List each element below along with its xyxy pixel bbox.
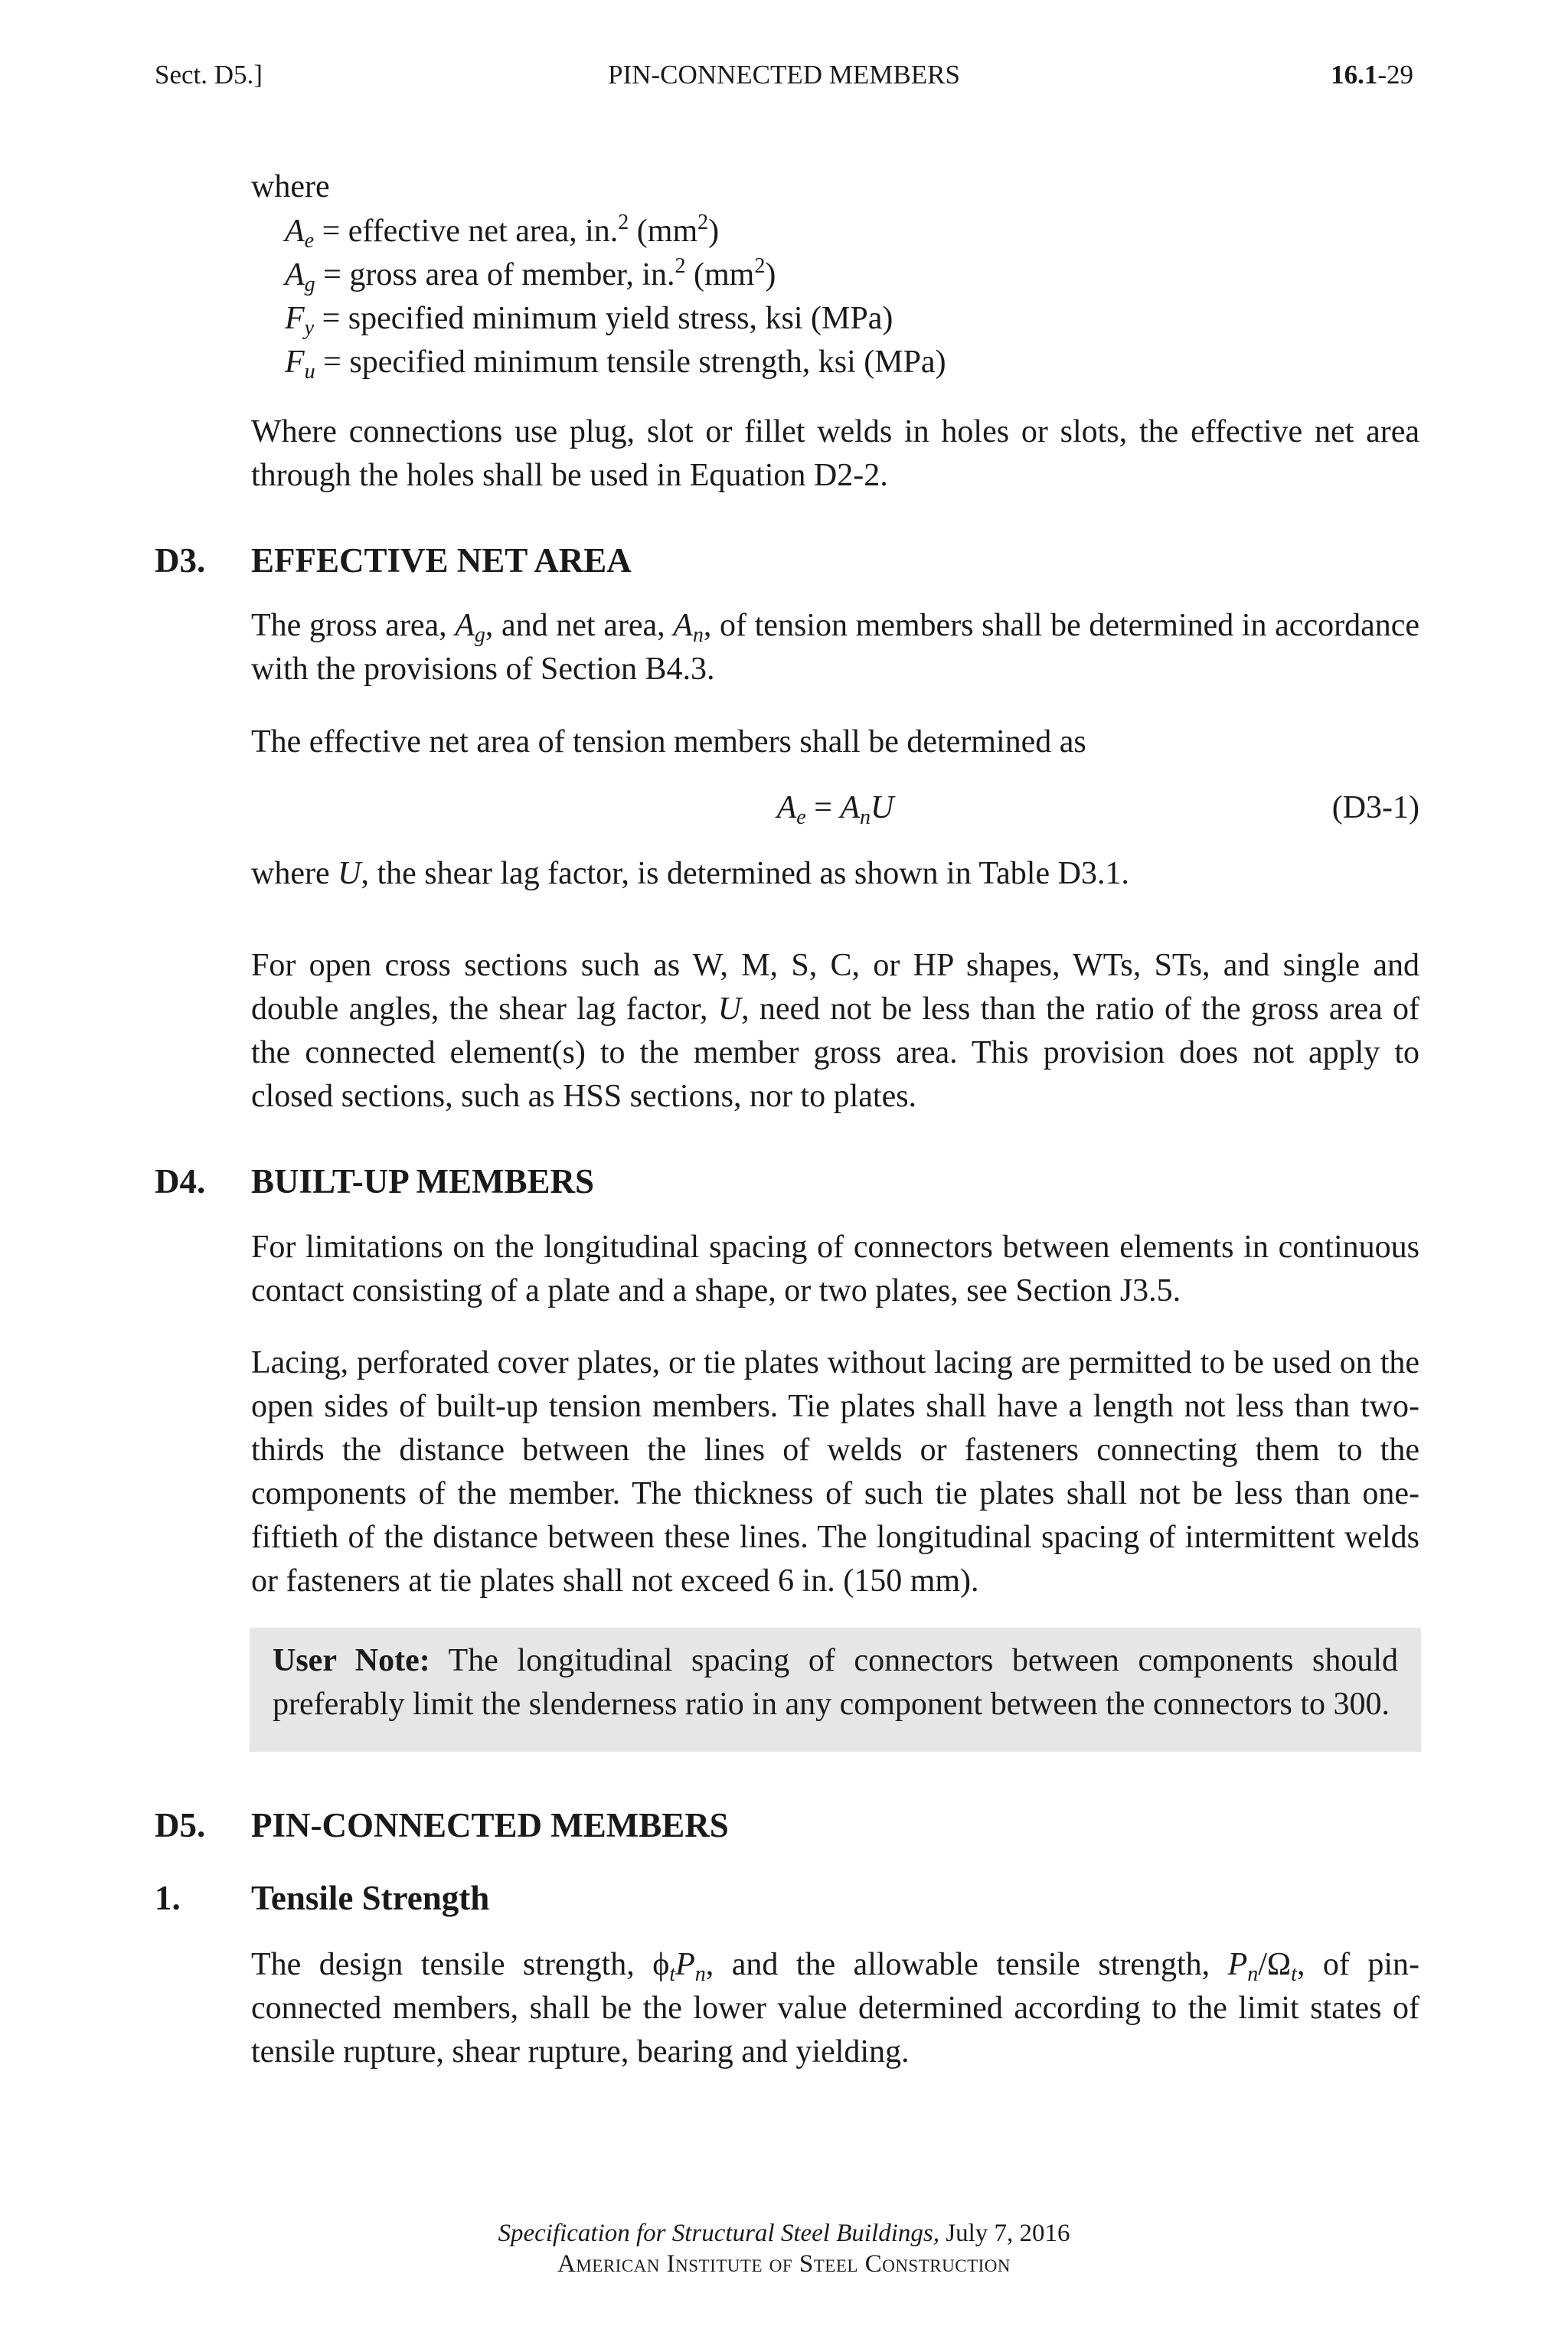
equation-d3-1 <box>251 786 1419 830</box>
definition-ae <box>285 210 719 253</box>
text-run: , need not be less than the ratio of the gross area of the connected element(s) to the member gross area. This provision does not apply to closed sections, such as HSS sections, nor to plates. <box>251 991 1419 1114</box>
where-label: where <box>251 169 330 204</box>
footer-spec-title: Specification for Structural Steel Buildings, <box>498 2220 939 2247</box>
symbol-p: P <box>1227 1947 1248 1982</box>
user-note-label: User Note: <box>273 1643 430 1678</box>
section-title-d5: PIN-CONNECTED MEMBERS <box>251 1806 729 1844</box>
definition-text: ) <box>765 257 776 292</box>
symbol-sub: g <box>304 273 315 296</box>
text-run: , the shear lag factor, is determined as shown in Table D3.1. <box>361 856 1129 891</box>
definition-fu <box>285 341 946 384</box>
symbol-a: A <box>285 214 305 249</box>
symbol-a: A <box>285 257 305 292</box>
footer-title <box>0 2219 1568 2248</box>
superscript: 2 <box>618 211 629 234</box>
running-header-title: PIN-CONNECTED MEMBERS <box>608 60 960 90</box>
paragraph-welds: Where connections use plug, slot or fillet welds in holes or slots, the effective net area through the holes shall be used in Equation D2-2. <box>251 414 1419 493</box>
definition-fy <box>285 297 893 341</box>
symbol-f: F <box>285 345 305 380</box>
symbol-u: U <box>338 856 361 891</box>
section-number-d3: D3. <box>155 541 206 580</box>
definition-text: = specified minimum yield stress, ksi (MPa) <box>314 301 893 336</box>
symbol-sub: t <box>1291 1962 1297 1986</box>
paragraph-open-sections <box>251 944 1419 1119</box>
equation-number: (D3-1) <box>1331 790 1419 825</box>
paragraph-lacing: Lacing, perforated cover plates, or tie plates without lacing are permitted to be used on the open sides of built-up tension members. Tie plates shall have a length not less than two-thirds the distance between the lines of welds or fasteners connecting them to the components of the member. The thickness of such tie plates shall not be less than one-fiftieth of the distance between these lines. The longitudinal spacing of intermittent welds or fasteners at tie plates shall not exceed 6 in. (150 mm). <box>251 1345 1419 1599</box>
page-number <box>1331 60 1413 90</box>
section-title-d3: EFFECTIVE NET AREA <box>251 541 632 580</box>
paragraph-gross-area <box>251 604 1419 691</box>
definition-text: (mm <box>629 214 698 249</box>
text-run: The design tensile strength, <box>251 1947 653 1982</box>
paragraph-tensile-strength <box>251 1943 1419 2074</box>
superscript: 2 <box>675 254 686 278</box>
paragraph-connector-spacing: For limitations on the longitudinal spacing of connectors between elements in continuous contact consisting of a plate and a shape, or two plates, see Section J3.5. <box>251 1230 1419 1308</box>
symbol-sub: e <box>304 229 315 253</box>
text-run: For open cross sections such as W, M, S, C, or HP shapes, WTs, STs, and single and double angles, the shear lag factor, <box>251 948 1419 1027</box>
text-run: The gross area, <box>251 608 456 643</box>
superscript: 2 <box>697 211 709 234</box>
text-run: where <box>251 856 338 891</box>
symbol-a: A <box>673 608 693 643</box>
symbol-sub: n <box>694 1962 706 1986</box>
symbol-a: A <box>455 608 475 643</box>
paragraph-effective-net-area: The effective net area of tension members shall be determined as <box>251 724 1086 760</box>
symbol-sub: g <box>474 623 485 647</box>
equals-sign: = <box>805 790 841 825</box>
section-number-d4: D4. <box>155 1162 206 1200</box>
symbol-sub: e <box>796 805 806 829</box>
section-number-d5: D5. <box>155 1806 206 1844</box>
running-header-section: Sect. D5.] <box>155 60 263 90</box>
symbol-u: U <box>717 991 742 1027</box>
definition-text: = gross area of member, in. <box>315 257 675 292</box>
definition-ag <box>285 253 776 297</box>
symbol-sub: y <box>304 316 315 340</box>
text-run: , of pin-connected members, shall be the lower value determined according to the limit states of tensile rupture, shear rupture, bearing and yielding. <box>251 1947 1419 2069</box>
definition-text: (mm <box>685 257 755 292</box>
subsection-number: 1. <box>155 1879 181 1917</box>
user-note-text <box>273 1639 1398 1726</box>
symbol-sub: n <box>1247 1962 1259 1986</box>
text-run: , and the allowable tensile strength, <box>705 1947 1228 1982</box>
symbol-u: U <box>871 790 894 825</box>
user-note-body: The longitudinal spacing of connectors between components should preferably limit the slenderness ratio in any component between the connectors to 300. <box>273 1643 1398 1722</box>
symbol-a: A <box>776 790 797 825</box>
text-run: , of tension members shall be determined in accordance with the provisions of Section B4.3. <box>251 608 1419 687</box>
footer-publisher: American Institute of Steel Construction <box>557 2250 1011 2278</box>
symbol-p: P <box>675 1947 695 1982</box>
paragraph-shear-lag <box>251 852 1419 896</box>
symbol-omega: /Ω <box>1258 1947 1292 1982</box>
definition-text: = specified minimum tensile strength, ksi (MPa) <box>315 345 946 380</box>
symbol-sub: t <box>669 1962 676 1986</box>
superscript: 2 <box>754 254 766 278</box>
symbol-a: A <box>840 790 861 825</box>
page-number-rest: -29 <box>1377 60 1413 90</box>
symbol-phi: ϕ <box>652 1947 670 1982</box>
text-run: , and net area, <box>485 608 674 643</box>
symbol-sub: u <box>304 360 315 384</box>
definition-text: ) <box>708 214 720 249</box>
equation-expression <box>251 786 1419 830</box>
page-number-bold: 16.1 <box>1331 60 1378 90</box>
definition-text: = effective net area, in. <box>314 214 619 249</box>
symbol-sub: n <box>692 623 704 647</box>
footer-date: July 7, 2016 <box>939 2220 1070 2247</box>
section-title-d4: BUILT-UP MEMBERS <box>251 1162 595 1200</box>
symbol-sub: n <box>860 805 871 829</box>
symbol-f: F <box>285 301 305 336</box>
subsection-title: Tensile Strength <box>251 1879 490 1917</box>
user-note-box <box>250 1628 1421 1752</box>
